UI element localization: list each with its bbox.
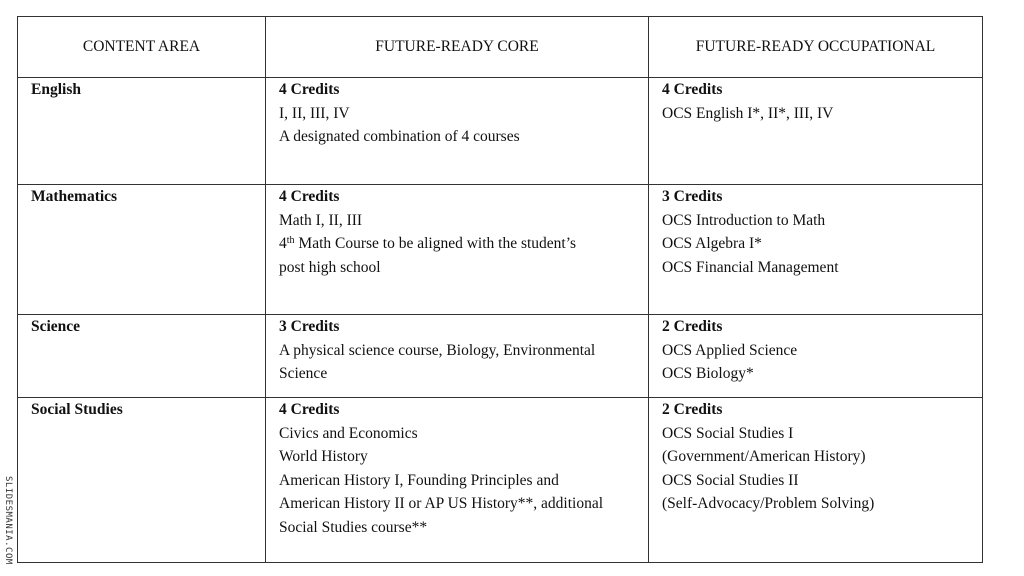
course-line: A designated combination of 4 courses: [279, 128, 520, 145]
ordinal-number: 4: [279, 235, 287, 252]
table-row-mathematics: [18, 185, 983, 315]
credit-count: 2 Credits: [662, 318, 723, 335]
course-line: OCS Applied Science: [662, 341, 798, 359]
course-line: post high school: [279, 258, 381, 276]
course-line: (Self-Advocacy/Problem Solving): [662, 495, 875, 512]
credit-count: 4 Credits: [279, 401, 340, 418]
credit-count: 4 Credits: [279, 81, 340, 98]
table-row-english: [18, 78, 983, 185]
course-line: (Government/American History): [662, 448, 866, 465]
course-line: OCS Algebra I*: [662, 235, 762, 252]
watermark-text: SLIDESMANIA.COM: [3, 476, 13, 565]
course-text: Math Course to be aligned with the student’s: [294, 235, 577, 252]
cell-occupational: [649, 78, 983, 185]
cell-core: [266, 398, 649, 563]
cell-area: [18, 315, 266, 398]
course-line: OCS Financial Management: [662, 258, 839, 276]
course-line: OCS Social Studies II: [662, 471, 799, 489]
course-line: I, II, III, IV: [279, 104, 350, 122]
course-line: Science: [279, 365, 328, 382]
credit-count: 4 Credits: [662, 81, 723, 98]
graduation-requirements-table: [17, 16, 983, 563]
cell-core: [266, 315, 649, 398]
cell-area: [18, 185, 266, 315]
course-line: American History II or AP US History**, additional: [279, 495, 604, 512]
cell-occupational: [649, 315, 983, 398]
credit-count: 2 Credits: [662, 401, 723, 418]
course-line: A physical science course, Biology, Environmental: [279, 341, 596, 359]
cell-occupational: [649, 185, 983, 315]
cell-area: [18, 398, 266, 563]
cell-area: [18, 78, 266, 185]
course-line: [279, 232, 642, 256]
header-future-ready-occupational: FUTURE-READY OCCUPATIONAL: [649, 17, 983, 78]
credit-count: 4 Credits: [279, 188, 340, 205]
cell-core: [266, 185, 649, 315]
cell-core: [266, 78, 649, 185]
table-row-science: [18, 315, 983, 398]
credit-count: 3 Credits: [662, 188, 723, 205]
area-label: Science: [31, 318, 81, 335]
course-line: OCS Social Studies I: [662, 424, 794, 442]
area-label: Mathematics: [31, 188, 118, 205]
credit-count: 3 Credits: [279, 318, 340, 335]
course-line: American History I, Founding Principles and: [279, 471, 559, 489]
course-line: OCS Introduction to Math: [662, 211, 826, 229]
header-future-ready-core: FUTURE-READY CORE: [266, 17, 649, 78]
course-line: Math I, II, III: [279, 211, 363, 229]
header-content-area: CONTENT AREA: [18, 17, 266, 78]
course-line: Civics and Economics: [279, 424, 418, 442]
header-row: [18, 17, 983, 78]
cell-occupational: [649, 398, 983, 563]
course-line: OCS English I*, II*, III, IV: [662, 104, 834, 122]
course-line: Social Studies course**: [279, 518, 428, 536]
course-line: World History: [279, 448, 368, 465]
area-label: English: [31, 81, 81, 98]
ordinal-suffix: th: [286, 235, 295, 246]
area-label: Social Studies: [31, 401, 123, 418]
table-row-social-studies: [18, 398, 983, 563]
course-line: OCS Biology*: [662, 365, 754, 382]
